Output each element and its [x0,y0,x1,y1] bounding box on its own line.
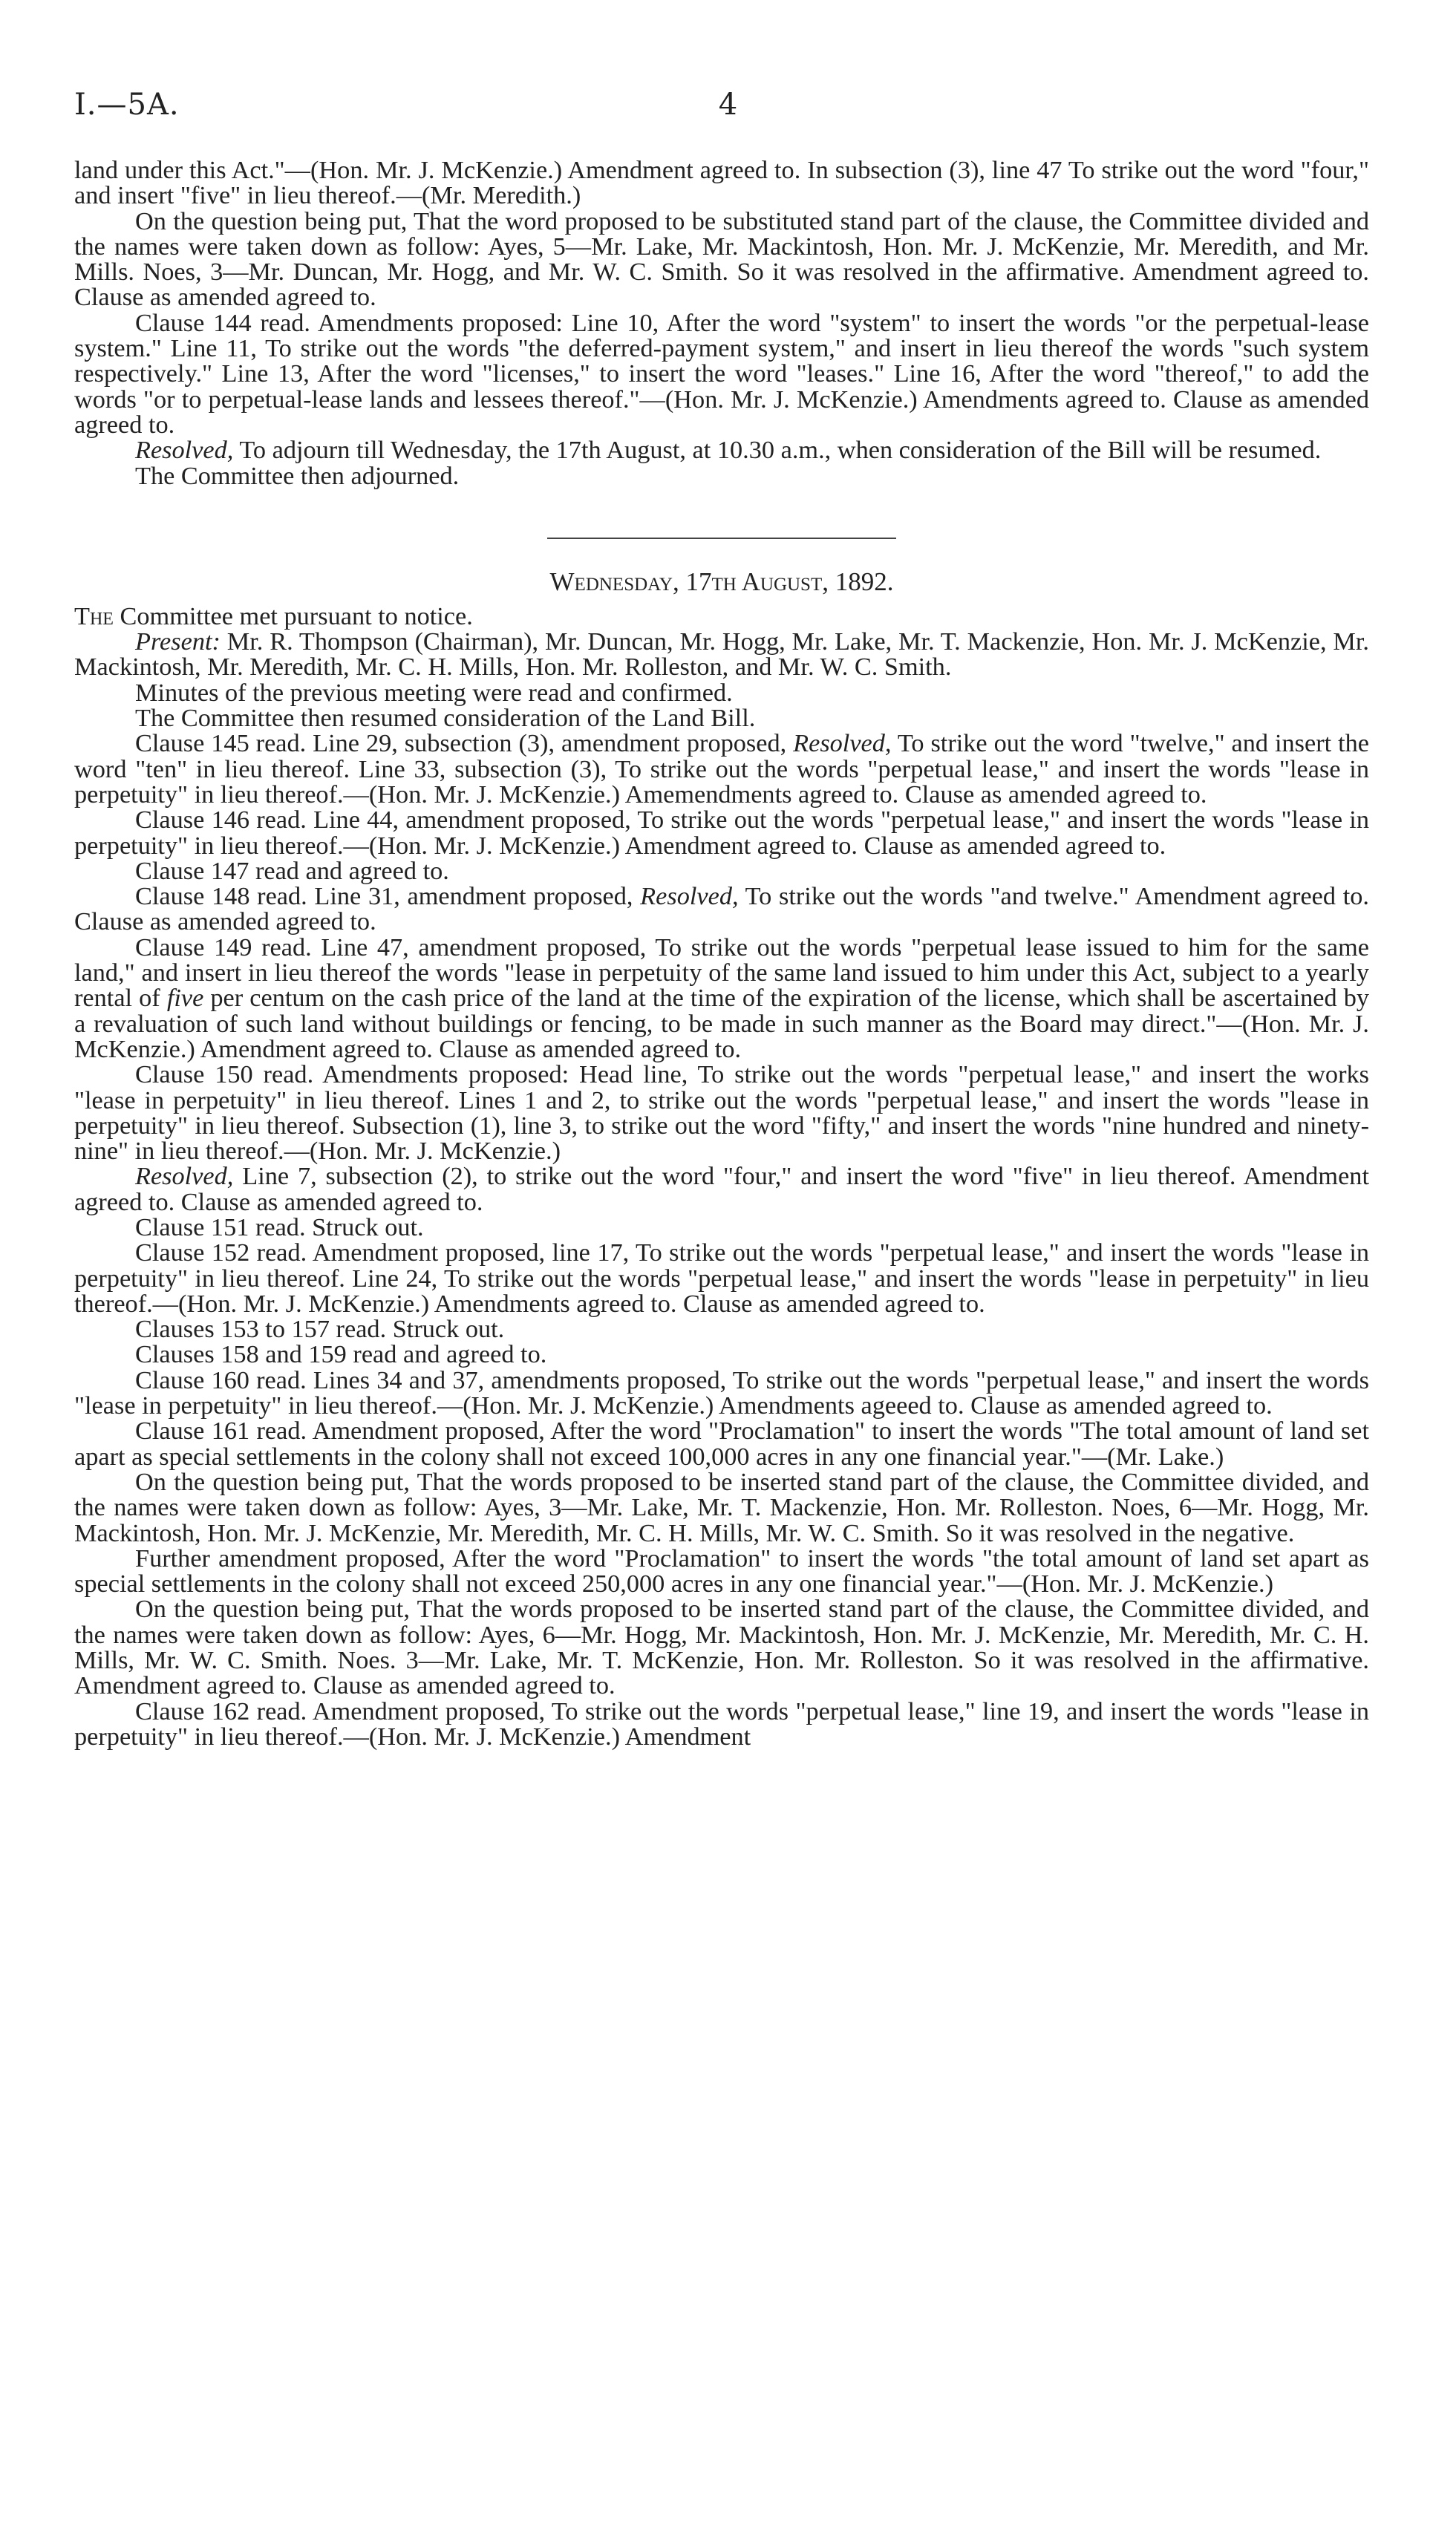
paper-reference: I.—5A. [74,88,180,122]
paragraph-clause-161: Clause 161 read. Amendment proposed, After the word "Proclamation" to insert the words "The total amount of land set apart as special settlements in the colony shall not exceed 100,000 acres in any one financial year."—(Mr. Lake.) [74,1417,1369,1471]
paragraph-present-members: Present: Mr. R. Thompson (Chairman), Mr. Duncan, Mr. Hogg, Mr. Lake, Mr. T. Mackenzie, Hon. Mr. J. McKenzie, Mr. Mackintosh, Mr. Meredith, Mr. C. H. Mills, Hon. Mr. Rolleston, and Mr. W. C. Smith. [74,627,1369,682]
paragraph-clause-162: Clause 162 read. Amendment proposed, To strike out the words "perpetual lease," line 19, and insert the words "lease in perpetuity" in lieu thereof.—(Hon. Mr. J. McKenzie.) Amendment [74,1697,1369,1751]
paragraph-clause-147: Clause 147 read and agreed to. [135,856,449,885]
paragraph-clause-150: Clause 150 read. Amendments proposed: Head line, To strike out the words "perpetual lease," and insert the works "lease in perpetuity" in lieu thereof. Lines 1 and 2, to strike out the words "perpetual lease," and insert the words "lease in perpetuity" in lieu thereof. Subsection (1), line 3, to strike out the word "fifty," and insert the words "nine hundred and ninety-nine" in lieu thereof.—(Hon. Mr. J. McKenzie.) [74,1060,1369,1166]
paragraph-clause-150-resolution: Resolved, Line 7, subsection (2), to strike out the word "four," and insert the word "five" in lieu thereof. Amendment agreed to. Clause as amended agreed to. [74,1162,1369,1216]
paragraph-meeting-opening: The Committee met pursuant to notice. [74,601,473,630]
paragraph-clause-152: Clause 152 read. Amendment proposed, line 17, To strike out the words "perpetual lease," and insert the words "lease in perpetuity" in lieu thereof. Line 24, To strike out the words "perpetual lease," and insert the words "lease in perpetuity" in lieu thereof.—(Hon. Mr. J. McKenzie.) Amendments agreed to. Clause as amended agreed to. [74,1238,1369,1318]
paragraph-resumed: The Committee then resumed consideration of the Land Bill. [135,704,756,733]
document-body [74,157,1369,1749]
paragraph-clause-148: Clause 148 read. Line 31, amendment proposed, Resolved, To strike out the words "and twelve." Amendment agreed to. Clause as amended agreed to. [74,882,1369,936]
paragraph-division-clause-143: On the question being put, That the word proposed to be substituted stand part of the clause, the Committee divided and the names were taken down as follow: Ayes, 5—Mr. Lake, Mr. Mackintosh, Hon. Mr. J. McKenzie, Mr. Meredith, and Mr. Mills. Noes, 3—Mr. Duncan, Mr. Hogg, and Mr. W. C. Smith. So it was resolved in the affirmative. Amendment agreed to. Clause as amended agreed to. [74,206,1369,312]
paragraph-clause-151: Clause 151 read. Struck out. [135,1212,424,1241]
paragraph-further-amendment: Further amendment proposed, After the word "Proclamation" to insert the words "the total amount of land set apart as special settlements in the colony shall not exceed 250,000 acres in any one financial year."—(Hon. Mr. J. McKenzie.) [74,1544,1369,1599]
paragraph-clause-160: Clause 160 read. Lines 34 and 37, amendments proposed, To strike out the words "perpetual lease," and insert the words "lease in perpetuity" in lieu thereof.—(Hon. Mr. J. McKenzie.) Amendments ageeed to. Clause as amended agreed to. [74,1365,1369,1420]
paragraph-clauses-158-159: Clauses 158 and 159 read and agreed to. [135,1340,547,1369]
paragraph-adjourned: The Committee then adjourned. [135,461,460,490]
section-divider [547,538,896,539]
paragraph-clause-145: Clause 145 read. Line 29, subsection (3), amendment proposed, Resolved, To strike out the word "twelve," and insert the word "ten" in lieu thereof. Line 33, subsection (3), To strike out the words "perpetual lease," and insert the words "lease in perpetuity" in lieu thereof.—(Hon. Mr. J. McKenzie.) Amemendments agreed to. Clause as amended agreed to. [74,729,1369,809]
paragraph-minutes: Minutes of the previous meeting were read and confirmed. [135,678,733,707]
paragraph-clause-149: Clause 149 read. Line 47, amendment proposed, To strike out the words "perpetual lease issued to him for the same land," and insert in lieu thereof the words "lease in perpetuity of the same land issued to him under this Act, subject to a yearly rental of five per centum on the cash price of the land at the time of the expiration of the license, which shall be ascertained by a revaluation of such land without buildings or fencing, to be made in such manner as the Board may direct."—(Hon. Mr. J. McKenzie.) Amendment agreed to. Clause as amended agreed to. [74,933,1370,1063]
paragraph-division-one: On the question being put, That the words proposed to be inserted stand part of the clause, the Committee divided, and the names were taken down as follow: Ayes, 3—Mr. Lake, Mr. T. Mackenzie, Hon. Mr. Rolleston. Noes, 6—Mr. Hogg, Mr. Mackintosh, Hon. Mr. J. McKenzie, Mr. Meredith, Mr. C. H. Mills, Mr. W. C. Smith. So it was resolved in the negative. [74,1467,1369,1547]
paragraph-division-two: On the question being put, That the words proposed to be inserted stand part of the clause, the Committee divided, and the names were taken down as follow: Ayes, 6—Mr. Hogg, Mr. Mackintosh, Hon. Mr. J. McKenzie, Mr. Meredith, Mr. C. H. Mills, Mr. W. C. Smith. Noes. 3—Mr. Lake, Mr. T. McKenzie, Hon. Mr. Rolleston. So it was resolved in the affirmative. Amendment agreed to. Clause as amended agreed to. [74,1595,1369,1700]
paragraph-clauses-153-157: Clauses 153 to 157 read. Struck out. [135,1315,505,1344]
paragraph-continuation: land under this Act."—(Hon. Mr. J. McKenzie.) Amendment agreed to. In subsection (3), line 47 To strike out the word "four," and insert "five" in lieu thereof.—(Mr. Meredith.) [74,156,1369,210]
resolved-label: Resolved, [135,436,234,465]
paragraph-adjourn-resolution: Resolved, To adjourn till Wednesday, the 17th August, at 10.30 a.m., when consideration of the Bill will be resumed. [135,436,1322,465]
present-label: Present: [135,627,221,656]
meeting-date-heading: Wednesday, 17th August, 1892. [549,566,894,596]
paragraph-clause-144: Clause 144 read. Amendments proposed: Line 10, After the word "system" to insert the words "or the perpetual-lease system." Line 11, To strike out the words "the deferred-payment system," and insert in lieu thereof the words "such system respectively." Line 13, After the word "licenses," to insert the word "leases." Line 16, After the word "thereof," to add the words "or to perpetual-lease lands and lessees thereof."—(Hon. Mr. J. McKenzie.) Amendments agreed to. Clause as amended agreed to. [74,308,1369,439]
paragraph-clause-146: Clause 146 read. Line 44, amendment proposed, To strike out the words "perpetual lease," and insert the words "lease in perpetuity" in lieu thereof.—(Hon. Mr. J. McKenzie.) Amendment agreed to. Clause as amended agreed to. [74,806,1369,860]
page-number: 4 [718,88,738,122]
page-header [74,88,1382,132]
